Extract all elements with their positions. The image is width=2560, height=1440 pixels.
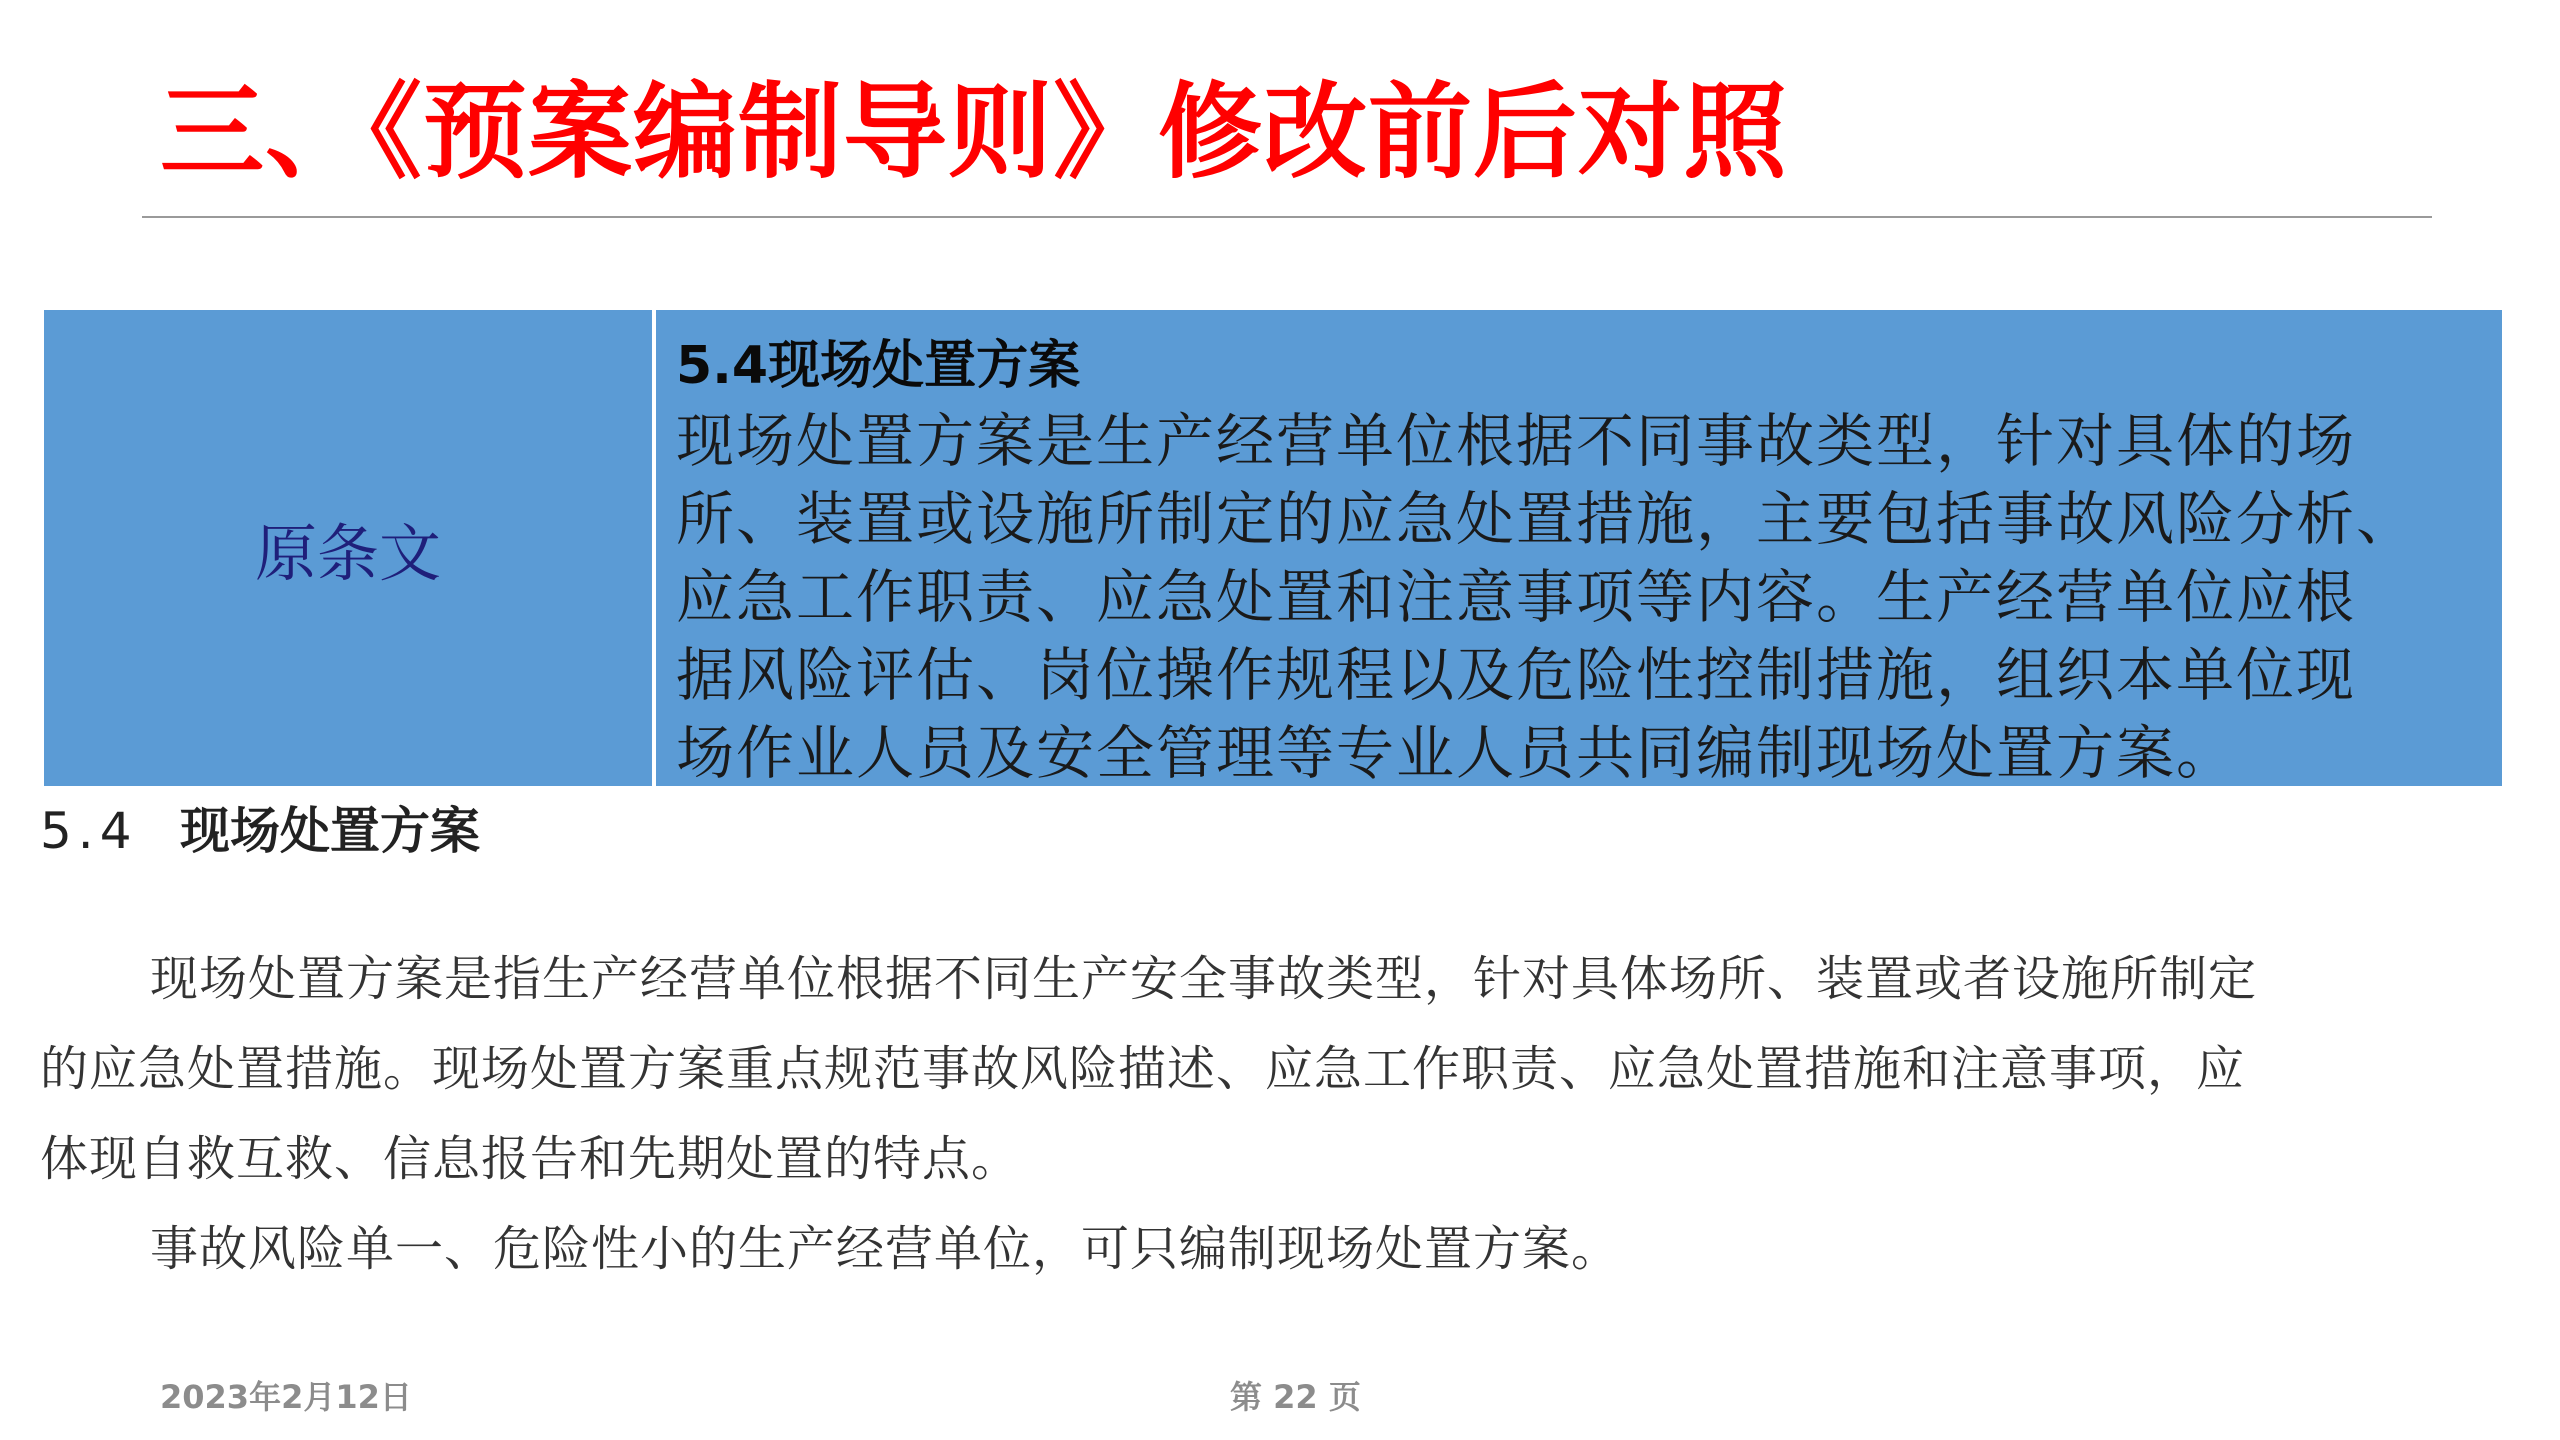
- clause-line: 现场处置方案是生产经营单位根据不同事故类型，针对具体的场: [676, 407, 2357, 475]
- content-cell: [656, 310, 2502, 786]
- slide-title: 三、《预案编制导则》修改前后对照: [160, 71, 1789, 193]
- revised-paragraph-line: 体现自救互救、信息报告和先期处置的特点。: [40, 1131, 1021, 1187]
- revised-section-heading: [40, 796, 480, 866]
- original-clause-label: 原条文: [254, 516, 441, 590]
- clause-line: 应急工作职责、应急处置和注意事项等内容。生产经营单位应根: [676, 563, 2357, 631]
- clause-heading: 5.4现场处置方案: [676, 336, 1081, 396]
- title-divider: [142, 216, 2432, 218]
- label-cell: [44, 310, 656, 786]
- clause-line: 场作业人员及安全管理等专业人员共同编制现场处置方案。: [676, 719, 2237, 786]
- clause-line: 据风险评估、岗位操作规程以及危险性控制措施，组织本单位现: [676, 641, 2357, 709]
- clause-line: 所、装置或设施所制定的应急处置措施，主要包括事故风险分析、: [676, 485, 2417, 553]
- footer-date: 2023年2月12日: [160, 1378, 412, 1416]
- revised-paragraph-line: 的应急处置措施。现场处置方案重点规范事故风险描述、应急工作职责、应急处置措施和注意事项，应: [40, 1041, 2246, 1097]
- section-number: 5.4: [40, 802, 138, 860]
- page-number: 第 22 页: [1230, 1378, 1361, 1416]
- revised-paragraph-line: 现场处置方案是指生产经营单位根据不同生产安全事故类型，针对具体场所、装置或者设施所制定: [150, 951, 2258, 1007]
- revised-paragraph-line: 事故风险单一、危险性小的生产经营单位，可只编制现场处置方案。: [150, 1221, 1621, 1277]
- section-title: 现场处置方案: [180, 802, 480, 860]
- comparison-table: [42, 308, 2504, 788]
